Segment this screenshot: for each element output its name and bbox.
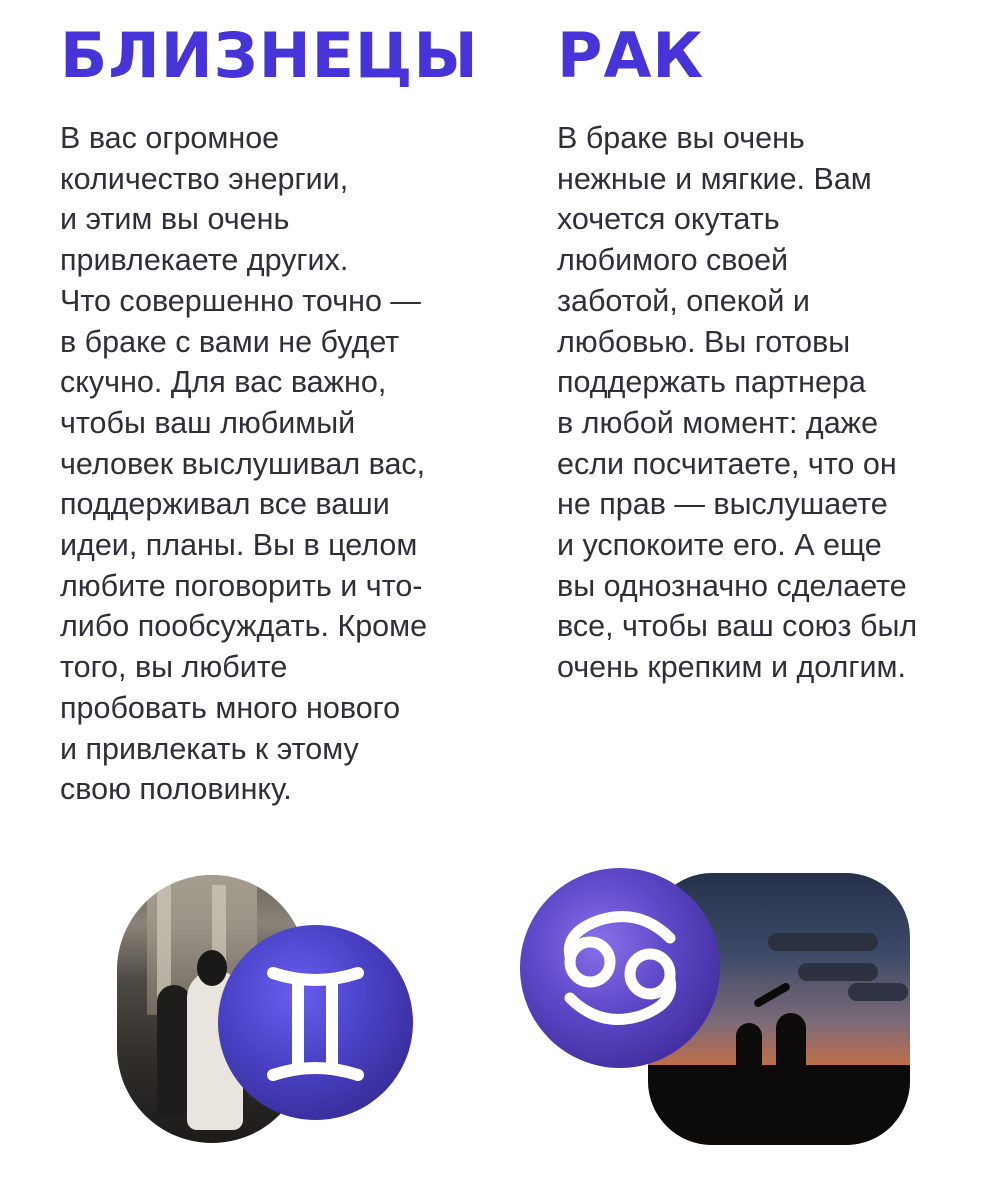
text-line: заботой, опекой и [557,283,810,318]
text-line: свою половинку. [60,772,292,807]
text-line: в браке с вами не будет [60,324,400,359]
text-line: поддержать партнера [557,365,866,400]
text-line: не прав — выслушаете [557,487,888,522]
text-line: и привлекать к этому [60,731,359,766]
text-line: если посчитаете, что он [557,446,897,481]
text-line: в любой момент: даже [557,405,879,440]
text-line: поддерживал все ваши [60,487,390,522]
text-line: количество энергии, [60,161,349,196]
text-line: человек выслушивал вас, [60,446,426,481]
text-line: привлекаете других. [60,243,349,278]
gemini-description [60,118,500,810]
text-line: все, чтобы ваш союз был [557,609,918,644]
text-line: Что совершенно точно — [60,283,421,318]
cancer-description [557,118,987,688]
gemini-section [60,18,500,810]
text-line: того, вы любите [60,650,288,685]
text-line: либо пообсуждать. Кроме [60,609,428,644]
text-line: очень крепким и долгим. [557,650,906,685]
text-line: идеи, планы. Вы в целом [60,528,418,563]
text-line: хочется окутать [557,202,780,237]
text-line: пробовать много нового [60,690,401,725]
text-line: любите поговорить и что- [60,568,423,603]
text-line: и этим вы очень [60,202,290,237]
cancer-title: РАК [557,19,705,92]
text-line: и успокоите его. А еще [557,528,882,563]
text-line: В браке вы очень [557,121,805,155]
gemini-title: БЛИЗНЕЦЫ [60,19,479,92]
text-line: нежные и мягкие. Вам [557,161,872,196]
text-line: вы однозначно сделаете [557,568,907,603]
cancer-section [557,18,987,688]
text-line: чтобы ваш любимый [60,405,356,440]
text-line: скучно. Для вас важно, [60,365,387,400]
cancer-icon [520,868,720,1068]
text-line: любимого своей [557,243,789,278]
gemini-icon [218,925,413,1120]
text-line: любовью. Вы готовы [557,324,851,359]
text-line: В вас огромное [60,121,280,155]
